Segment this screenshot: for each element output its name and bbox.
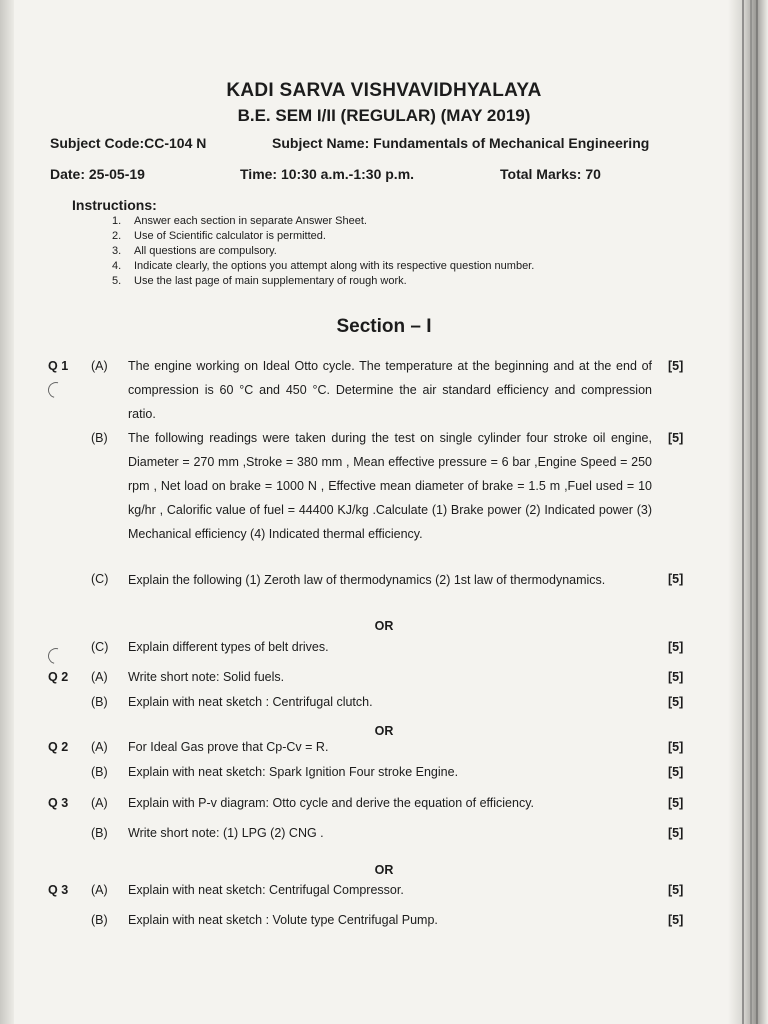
question-marks: [5]	[668, 670, 684, 684]
question-part: (B)	[91, 695, 108, 709]
section-title: Section – I	[336, 316, 432, 337]
instruction-item: 2. Use of Scientific calculator is permitted.	[112, 230, 326, 242]
question-text: The engine working on Ideal Otto cycle. The temperature at the beginning and at the end of compression is 60 °C and 450 °C. Determine the air standard efficiency and compression ratio.	[128, 359, 652, 421]
question-marks: [5]	[668, 640, 684, 654]
instruction-item: 4. Indicate clearly, the options you attempt along with its respective question number.	[112, 260, 535, 272]
pen-mark-icon	[45, 645, 67, 667]
question-marks: [5]	[668, 572, 684, 586]
question-text: Explain with neat sketch : Volute type Centrifugal Pump.	[128, 913, 438, 927]
question-text: The following readings were taken during the test on single cylinder four stroke oil engine, Diameter = 270 mm ,Stroke = 380 mm , Mean effective pressure = 6 bar ,Engine Speed = 250 rpm , Net load on brake = 1000 N , Effective mean diameter of brake = 1.5 m ,Fuel used = 10 kg/hr , Calorific value of fuel = 44400 KJ/kg .Calculate (1) Brake power (2) Indicated power (3) Mechanical efficiency (4) Indicated thermal efficiency.	[128, 431, 652, 541]
question-text: Write short note: (1) LPG (2) CNG .	[128, 826, 324, 840]
question-marks: [5]	[668, 765, 684, 779]
question-part: (A)	[91, 670, 108, 684]
question-part: (B)	[91, 826, 108, 840]
question-part: (A)	[91, 740, 108, 754]
pen-mark-icon	[45, 379, 67, 401]
subject-name: Subject Name: Fundamentals of Mechanical Engineering	[272, 135, 650, 151]
question-part: (A)	[91, 359, 108, 373]
question-marks: [5]	[668, 695, 684, 709]
question-part: (A)	[91, 883, 108, 897]
university-name: KADI SARVA VISHVAVIDHYALAYA	[226, 80, 542, 101]
exam-time: Time: 10:30 a.m.-1:30 p.m.	[240, 166, 415, 182]
question-marks: [5]	[668, 359, 684, 373]
instruction-item: 3. All questions are compulsory.	[112, 245, 277, 257]
question-number: Q 2	[48, 670, 69, 684]
or-separator: OR	[374, 724, 394, 738]
instruction-item: 5. Use the last page of main supplementary of rough work.	[112, 275, 407, 287]
question-part: (B)	[91, 765, 108, 779]
exam-title: B.E. SEM I/II (REGULAR) (MAY 2019)	[237, 106, 531, 125]
question-text: Explain the following (1) Zeroth law of thermodynamics (2) 1st law of thermodynamics.	[128, 573, 606, 587]
question-marks: [5]	[668, 883, 684, 897]
question-text: Explain different types of belt drives.	[128, 640, 329, 654]
question-part: (C)	[91, 640, 109, 654]
question-text: Explain with P-v diagram: Otto cycle and derive the equation of efficiency.	[128, 796, 534, 810]
question-marks: [5]	[668, 796, 684, 810]
question-number: Q 3	[48, 883, 69, 897]
question-number: Q 2	[48, 740, 69, 754]
question-marks: [5]	[668, 913, 684, 927]
question-text: Explain with neat sketch: Centrifugal Compressor.	[128, 883, 404, 897]
or-separator: OR	[374, 863, 394, 877]
question-marks: [5]	[668, 431, 684, 445]
question-part: (B)	[91, 913, 108, 927]
question-number: Q 1	[48, 359, 69, 373]
question-text: Explain with neat sketch : Centrifugal clutch.	[128, 695, 373, 709]
question-part: (B)	[91, 431, 108, 445]
subject-code: Subject Code:CC-104 N	[50, 135, 207, 151]
question-marks: [5]	[668, 740, 684, 754]
question-marks: [5]	[668, 826, 684, 840]
exam-date: Date: 25-05-19	[50, 166, 145, 182]
or-separator: OR	[374, 619, 394, 633]
question-number: Q 3	[48, 796, 69, 810]
instructions-list	[112, 214, 672, 289]
question-part: (C)	[91, 572, 109, 586]
question-text: Explain with neat sketch: Spark Ignition Four stroke Engine.	[128, 765, 459, 779]
question-text: Write short note: Solid fuels.	[128, 670, 285, 684]
question-text: For Ideal Gas prove that Cp-Cv = R.	[128, 740, 329, 754]
question-part: (A)	[91, 796, 108, 810]
instructions-title: Instructions:	[72, 197, 157, 213]
instruction-item: 1. Answer each section in separate Answer Sheet.	[112, 215, 367, 227]
total-marks: Total Marks: 70	[500, 166, 601, 182]
